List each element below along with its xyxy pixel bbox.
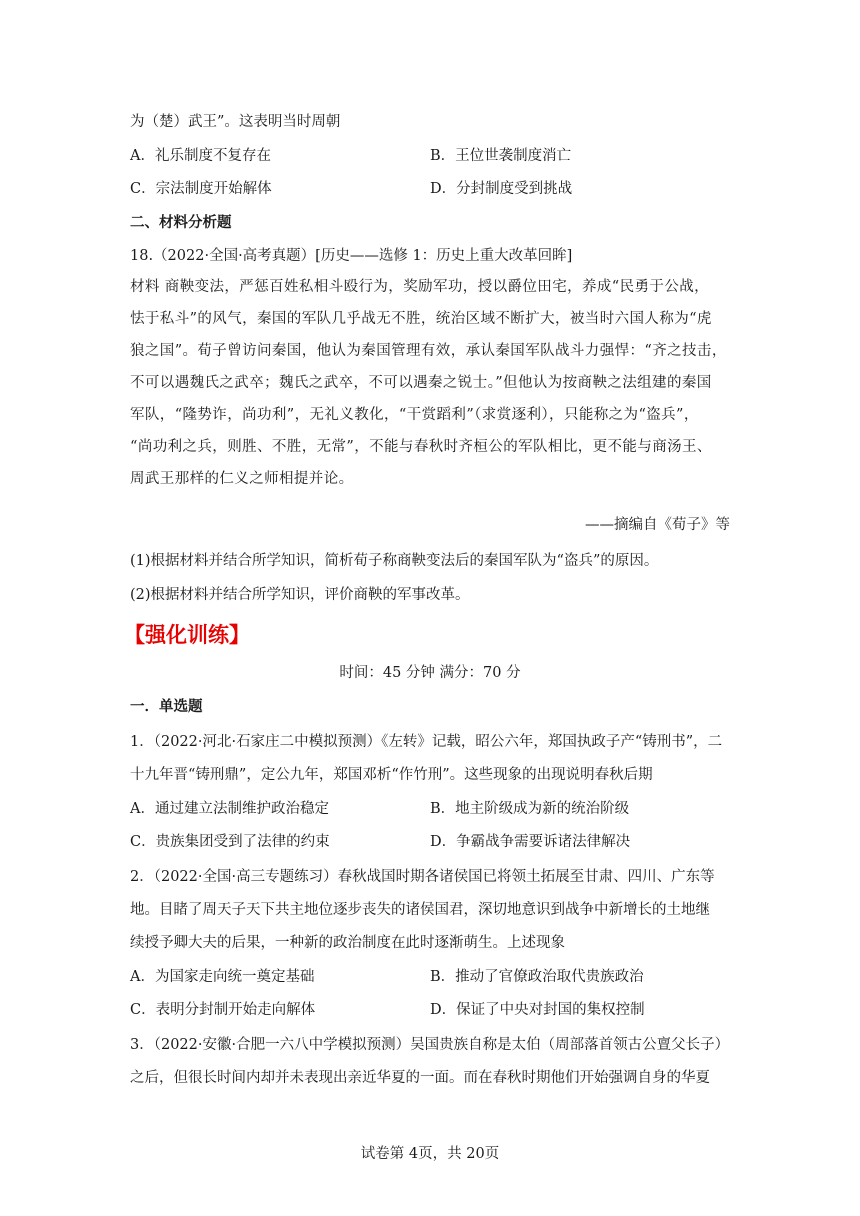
- material-line: 军队，“隆势诈，尚功利”，无礼义教化，“干赏蹈利”（求赏逐利），只能称之为“盗兵”，: [130, 407, 699, 423]
- option-c: C．表明分封制开始走向解体: [130, 1002, 316, 1018]
- option-a: A．为国家走向统一奠定基础: [130, 969, 315, 985]
- material-block: [130, 271, 730, 495]
- question-header: 18.（2022·全国·高考真题）[历史——选修 1：历史上重大改革回眸]: [130, 248, 573, 264]
- training-heading: 【强化训练】: [124, 623, 250, 647]
- question-line: 3．（2022·安徽·合肥一六八中学模拟预测）吴国贵族自称是太伯（周部落首领古公亶父长子）: [130, 1037, 730, 1053]
- option-b: B．王位世袭制度消亡: [430, 148, 572, 164]
- option-b: B．推动了官僚政治取代贵族政治: [430, 969, 644, 985]
- option-c: C．宗法制度开始解体: [130, 181, 272, 197]
- material-line: 周武王那样的仁义之师相提并论。: [130, 471, 354, 487]
- option-d: D．保证了中央对封国的集权控制: [430, 1002, 645, 1018]
- time-info: 时间：45 分钟 满分：70 分: [339, 665, 521, 681]
- option-b: B．地主阶级成为新的统治阶级: [430, 801, 630, 817]
- material-line: 怯于私斗”的风气，秦国的军队几乎战无不胜，统治区域不断扩大，被当时六国人称为“虎: [130, 311, 712, 327]
- option-a: A．通过建立法制维护政治稳定: [130, 801, 329, 817]
- section-title: 一．单选题: [130, 699, 203, 715]
- option-a: A．礼乐制度不复存在: [130, 148, 271, 164]
- material-line: 材料 商鞅变法，严惩百姓私相斗殴行为，奖励军功，授以爵位田宅，养成“民勇于公战，: [130, 279, 710, 295]
- question-line: 地。目睹了周天子天下共主地位逐步丧失的诸侯国君，深切地意识到战争中新增长的土地继: [130, 902, 710, 918]
- option-d: D．分封制度受到挑战: [430, 181, 573, 197]
- material-line: “尚功利之兵，则胜、不胜，无常”，不能与春秋时齐桓公的军队相比，更不能与商汤王、: [130, 439, 712, 455]
- question-line: 2．（2022·全国·高三专题练习）春秋战国时期各诸侯国已将领土拓展至甘肃、四川、广东等: [130, 869, 715, 885]
- question-line: 十九年晋“铸刑鼎”，定公九年，郑国邓析“作竹刑”。这些现象的出现说明春秋后期: [130, 767, 653, 783]
- option-c: C．贵族集团受到了法律的约束: [130, 834, 330, 850]
- question-line: 续授予卿大夫的后果，一种新的政治制度在此时逐渐萌生。上述现象: [130, 935, 565, 951]
- question-line: 1．（2022·河北·石家庄二中模拟预测）《左转》记载，昭公六年，郑国执政子产“铸刑书”，二: [130, 734, 723, 750]
- question-line: 之后，但很长时间内却并未表现出亲近华夏的一面。而在春秋时期他们开始强调自身的华夏: [130, 1070, 710, 1086]
- material-line: 不可以遇魏氏之武卒；魏氏之武卒，不可以遇秦之锐士。”但他认为按商鞅之法组建的秦国: [130, 375, 712, 391]
- page-footer: 试卷第 4页，共 20页: [360, 1146, 500, 1162]
- option-d: D．争霸战争需要诉诸法律解决: [430, 834, 631, 850]
- material-line: 狼之国”。荀子曾访问秦国，他认为秦国管理有效，承认秦国军队战斗力强悍：“齐之技击，: [130, 343, 727, 359]
- material-source: ——摘编自《荀子》等: [585, 517, 730, 533]
- sub-question-2: (2)根据材料并结合所学知识，评价商鞅的军事改革。: [130, 587, 470, 603]
- sub-question-1: (1)根据材料并结合所学知识，简析荀子称商鞅变法后的秦国军队为“盗兵”的原因。: [130, 553, 659, 569]
- section-title: 二、材料分析题: [130, 215, 232, 231]
- question-stem-line: 为（楚）武王”。这表明当时周朝: [130, 114, 341, 130]
